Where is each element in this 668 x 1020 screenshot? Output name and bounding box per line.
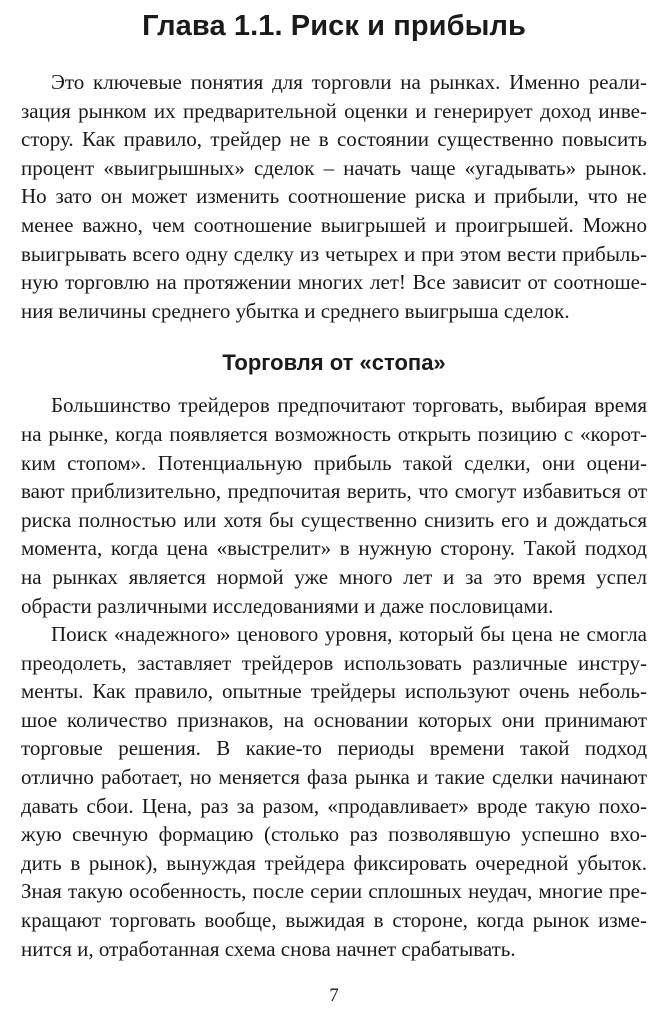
text-line: Но зато он может изменить соотношение риска и прибыли, что не	[21, 184, 647, 209]
text-line: выигрывать всего одну сделку из четырех и при этом вести прибыль-	[21, 241, 647, 266]
text-line: риска полностью или хотя бы существенно снизить его и дождаться	[21, 507, 647, 532]
intro-paragraph	[21, 68, 647, 325]
text-line: на рынке, когда появляется возможность открыть позицию с «корот-	[21, 421, 647, 446]
text-line: ния величины среднего убытка и среднего выигрыша сделок.	[21, 298, 570, 323]
text-line: жую свечную формацию (столько раз позволявшую успешно вхо-	[21, 822, 647, 847]
text-line: давать сбои. Цена, раз за разом, «продавливает» вроде такую похо-	[21, 793, 647, 818]
text-line: зация рынком их предварительной оценки и генерирует доход инве-	[21, 98, 647, 123]
text-line: процент «выигрышных» сделок – начать чаще «угадывать» рынок.	[21, 155, 647, 180]
section-paragraph-1	[21, 391, 647, 620]
text-line: ную торговлю на протяжении многих лет! Все зависит от соотноше-	[21, 270, 647, 295]
text-line: Большинство трейдеров предпочитают торговать, выбирая время	[51, 393, 647, 418]
text-line: дить в рынок), вынуждая трейдера фиксировать очередной убыток.	[21, 850, 647, 875]
text-line: Это ключевые понятия для торговли на рынках. Именно реали-	[51, 70, 647, 94]
text-line: торговые решения. В какие-то периоды времени такой подход	[21, 736, 647, 761]
text-line: стору. Как правило, трейдер не в состоянии существенно повысить	[21, 127, 647, 152]
text-line: кращают торговать вообще, выжидая в стороне, когда рынок изме-	[21, 908, 647, 933]
page-number: 7	[329, 985, 339, 1006]
text-line: вают приблизительно, предпочитая верить, что смогут избавиться от	[21, 479, 647, 504]
section-paragraph-2	[21, 620, 647, 963]
text-line: обрасти различными исследованиями и даже пословицами.	[21, 593, 554, 618]
text-line: менты. Как правило, опытные трейдеры используют очень неболь-	[21, 679, 647, 704]
text-line: нится и, отработанная схема снова начнет срабатывать.	[21, 936, 516, 961]
section-title: Торговля от «стопа»	[222, 350, 446, 376]
chapter-title: Глава 1.1. Риск и прибыль	[142, 10, 526, 42]
text-line: Поиск «надежного» ценового уровня, который бы цена не смогла	[51, 622, 647, 647]
text-line: преодолеть, заставляет трейдеров использовать различные инстру-	[21, 650, 647, 675]
text-line: ким стопом». Потенциальную прибыль такой сделки, они оцени-	[21, 450, 647, 475]
text-line: момента, когда цена «выстрелит» в нужную сторону. Такой подход	[21, 536, 647, 561]
text-line: менее важно, чем соотношение выигрышей и проигрышей. Можно	[21, 212, 647, 237]
text-line: Зная такую особенность, после серии сплошных неудач, многие пре-	[21, 879, 647, 904]
text-line: отлично работает, но меняется фаза рынка и такие сделки начинают	[21, 765, 647, 790]
text-line: шое количество признаков, на основании которых они принимают	[21, 707, 647, 732]
text-line: на рынках является нормой уже много лет и за это время успел	[21, 564, 647, 589]
